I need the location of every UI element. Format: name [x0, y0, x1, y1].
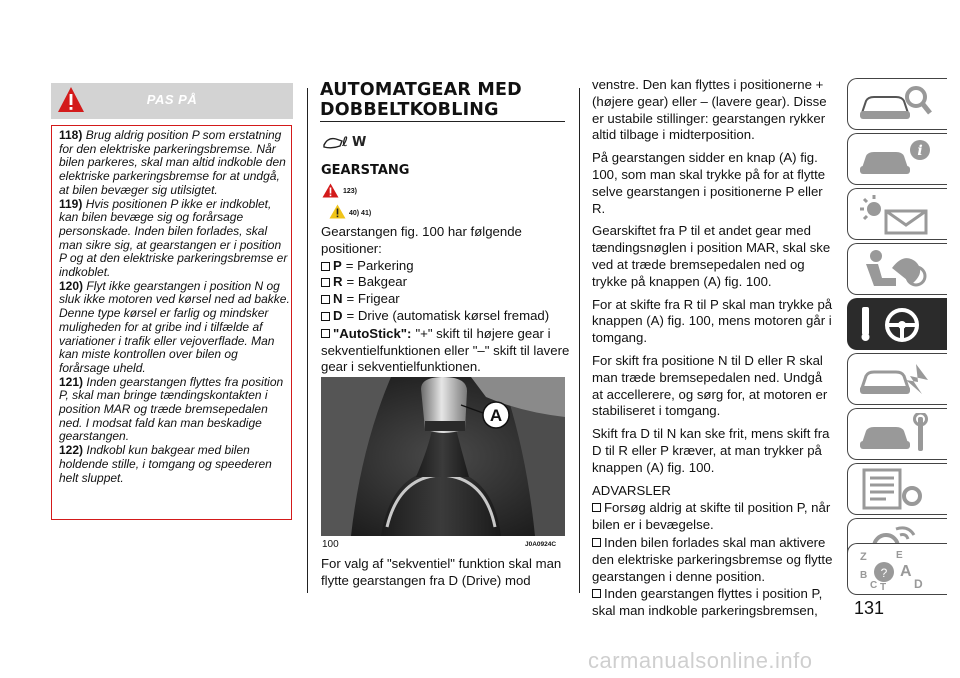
warning-reference: 123) [343, 188, 358, 195]
key-steering-wheel-icon [856, 303, 936, 345]
spec-list-icon [856, 468, 936, 510]
warning-title: PAS PÅ [146, 92, 198, 107]
tab-index[interactable] [847, 543, 947, 595]
bullet-icon [592, 538, 601, 547]
page-number: 131 [854, 598, 885, 618]
list-item: R = Bakgear [321, 274, 571, 291]
bullet-icon [592, 589, 601, 598]
paragraph: Gearskiftet fra P til et andet gear med tændingsnøglen i position MAR, skal ske ved at træde bremsepedalen ned og trykke på knappen (A) fig. 100. [592, 223, 831, 289]
warning-item: 122) Indkobl kun bakgear med bilen holdende stille, i tomgang og speederen helt sluppet. [59, 443, 272, 485]
tab-car-info[interactable] [847, 133, 947, 185]
car-search-icon [856, 83, 936, 125]
seat-airbag-icon [856, 248, 936, 290]
warning-lights-mail-icon [856, 193, 936, 235]
svg-text:Z: Z [860, 551, 867, 563]
warning-item: 119) Hvis positionen P ikke er indkoblet, kan bilen bevæge sig og forårsage personskade. Inden bilen forlades, skal man sikre sig, at gearstangen er i position P og at den elektriske parkeringsbremse er indkoblet. [59, 196, 288, 280]
bullet-icon [321, 278, 330, 287]
bullet-icon [321, 262, 330, 271]
tab-starting-driving[interactable] [847, 298, 947, 350]
svg-text:W: W [352, 135, 367, 150]
paragraph: Skift fra D til N kan ske frit, mens skift fra D til R eller P kræver, at man trykker på knappen (A) fig. 100. [592, 426, 830, 475]
watermark: carmanualsonline.info [588, 648, 813, 673]
intro-text: Gearstangen fig. 100 har følgende positioner: [321, 224, 522, 256]
list-item: D = Drive (automatisk kørsel fremad) [321, 308, 571, 325]
gear-shifter-photo [321, 377, 565, 536]
column-divider [307, 88, 308, 593]
svg-text:i: i [917, 143, 923, 159]
right-column-text [592, 77, 836, 620]
column-divider [579, 88, 580, 593]
list-item: N = Frigear [321, 291, 571, 308]
tab-warning-lights[interactable] [847, 188, 947, 240]
svg-text:?: ? [880, 566, 888, 580]
svg-text:C: C [870, 580, 878, 590]
paragraph: For skift fra positione N til D eller R skal man træde bremsepedalen ned. Undgå at accellerere, og sørg for, at motoren er stabiliseret i tomgang. [592, 352, 828, 419]
warning-item: 118) Brug aldrig position P som erstatning for den elektriske parkeringsbremse. Når bilen parkeres, skal man altid indkoble den elektriske parkeringsbremse for at undgå, at bilen bevæger sig utilsigtet. [59, 128, 286, 197]
subsection-title: GEARSTANG [321, 163, 410, 178]
figure-number: 100 [322, 539, 339, 550]
svg-text:A: A [900, 563, 912, 580]
tab-maintenance[interactable] [847, 408, 947, 460]
list-item: "AutoStick": "+" skift til højere gear i sekventielfunktionen eller "–" skift til lavere gear i sekventielfunktionen. [321, 325, 570, 375]
figure-code: J0A0924C [525, 541, 557, 548]
gear-positions [321, 224, 571, 376]
warning-triangle-icon [322, 183, 339, 198]
alphabet-index-icon [856, 548, 936, 590]
after-figure-text: For valg af "sekventiel" funktion skal man flytte gearstangen fra D (Drive) mod [321, 556, 562, 588]
list-item: P = Parkering [321, 258, 571, 275]
svg-text:B: B [860, 570, 868, 581]
svg-text:T: T [880, 582, 887, 590]
section-rule [320, 121, 565, 122]
bullet-icon [592, 503, 601, 512]
car-tools-icon [856, 413, 936, 455]
list-item: Inden bilen forlades skal man aktivere den elektriske parkeringsbremse og flytte gearstangen i denne position. [592, 534, 833, 584]
warning-item: 121) Inden gearstangen flyttes fra position P, skal man bringe tændingskontakten i position MAR og træde bremsepedalen ned. I modsat fald kan man beskadige gearstangen. [59, 374, 284, 444]
tab-safety[interactable] [847, 243, 947, 295]
warning-list [59, 129, 291, 485]
caution-reference: 40) 41) [349, 210, 372, 217]
paragraph: For at skifte fra R til P skal man trykke på knappen (A) fig. 100, mens motoren går i tomgang. [592, 296, 833, 346]
tab-car-search[interactable] [847, 78, 947, 130]
list-item: Forsøg aldrig at skifte til position P, når bilen er i bevægelse. [592, 500, 831, 533]
bullet-icon [321, 329, 330, 338]
section-title: AUTOMATGEAR MED DOBBELTKOBLING [320, 80, 522, 120]
car-info-icon [856, 138, 936, 180]
bullet-icon [321, 312, 330, 321]
tab-emergency[interactable] [847, 353, 947, 405]
car-crash-icon [856, 358, 936, 400]
figure-callout-label: A [489, 406, 503, 425]
list-item: Inden gearstangen flyttes i position P, skal man indkoble parkeringsbremsen, [592, 586, 823, 619]
advarsler-title: ADVARSLER [592, 482, 671, 498]
paragraph: venstre. Den kan flyttes i positionerne + (højere gear) eller – (lavere gear). Disse er ustabile stillinger: gearstangen rykker altid tilbage i midterposition. [592, 77, 827, 143]
bullet-icon [321, 295, 330, 304]
warning-header [51, 83, 293, 119]
hand-gear-icon [322, 129, 372, 151]
svg-text:D: D [914, 577, 923, 590]
warning-item: 120) Flyt ikke gearstangen i position N og sluk ikke motoren ved kørsel ned ad bakke. Denne type kørsel er farlig og mindsker muligheden for at gribe ind i tilfælde af variationer i trafik eller vejoverflade. Man kan miste kontrollen over bilen og forårsage uheld. [59, 278, 290, 375]
svg-text:E: E [896, 550, 903, 561]
tab-technical-data[interactable] [847, 463, 947, 515]
caution-triangle-icon [329, 204, 346, 219]
svg-text:ℓ: ℓ [342, 135, 349, 150]
paragraph: På gearstangen sidder en knap (A) fig. 100, som man skal trykke på for at flytte selve gearstangen i positionerne P eller R. [592, 150, 826, 216]
